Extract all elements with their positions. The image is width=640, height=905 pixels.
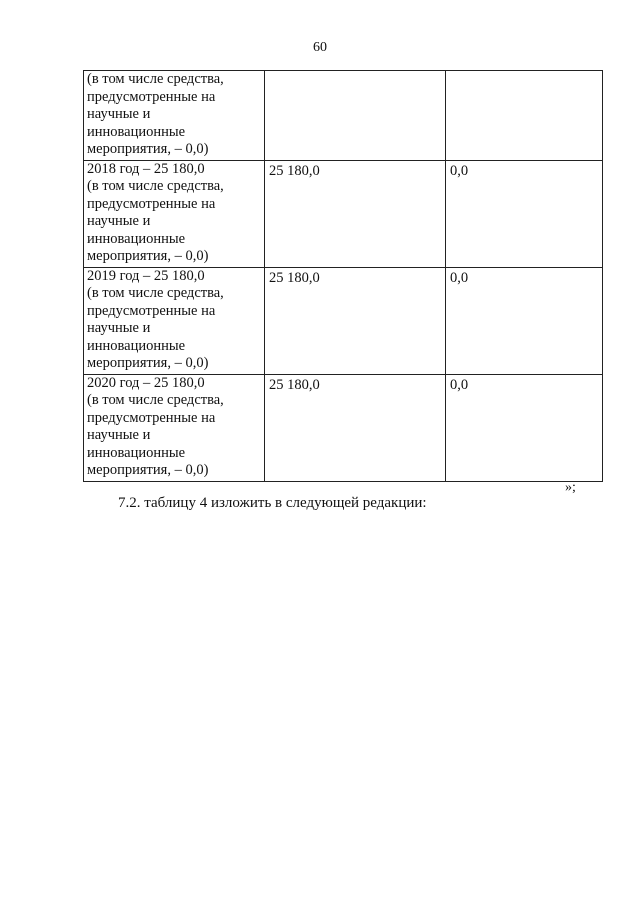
table-row [84, 374, 603, 481]
budget-table [83, 70, 603, 482]
cell-line: научные и [87, 320, 151, 336]
table-row [84, 160, 603, 267]
table-cell-total: 25 180,0 [265, 160, 446, 267]
cell-line: мероприятия, – 0,0) [87, 462, 209, 478]
cell-line: предусмотренные на [87, 195, 216, 212]
table-cell-total [265, 71, 446, 161]
cell-line: 2020 год – 25 180,0 [87, 374, 205, 391]
cell-line: инновационные [87, 444, 186, 461]
cell-line: научные и [87, 213, 151, 229]
cell-line: предусмотренные на [87, 409, 216, 426]
cell-line: предусмотренные на [87, 302, 216, 319]
page-number: 60 [313, 40, 327, 55]
table-row [84, 267, 603, 374]
table-cell-period [84, 374, 265, 481]
cell-line: (в том числе средства, [87, 71, 224, 87]
cell-line: мероприятия, – 0,0) [87, 248, 209, 264]
cell-line: (в том числе средства, [87, 285, 224, 301]
table-cell-total: 25 180,0 [265, 374, 446, 481]
table-cell-period [84, 267, 265, 374]
cell-line: инновационные [87, 337, 186, 354]
cell-line: научные и [87, 427, 151, 443]
cell-line: (в том числе средства, [87, 178, 224, 194]
table-cell-period [84, 160, 265, 267]
instruction-paragraph: 7.2. таблицу 4 изложить в следующей редакции: [118, 495, 427, 511]
table-cell-period [84, 71, 265, 161]
cell-line: мероприятия, – 0,0) [87, 355, 209, 371]
cell-line: научные и [87, 106, 151, 122]
cell-line: 2018 год – 25 180,0 [87, 160, 205, 177]
table-row [84, 71, 603, 161]
cell-line: инновационные [87, 230, 186, 247]
cell-line: 2019 год – 25 180,0 [87, 267, 205, 284]
table-cell-innovation: 0,0 [446, 267, 603, 374]
cell-line: инновационные [87, 123, 186, 140]
table-cell-innovation [446, 71, 603, 161]
cell-line: мероприятия, – 0,0) [87, 141, 209, 157]
table-cell-total: 25 180,0 [265, 267, 446, 374]
closing-quote: »; [565, 480, 576, 495]
cell-line: предусмотренные на [87, 88, 216, 105]
table-cell-innovation: 0,0 [446, 160, 603, 267]
table-cell-innovation: 0,0 [446, 374, 603, 481]
cell-line: (в том числе средства, [87, 392, 224, 408]
